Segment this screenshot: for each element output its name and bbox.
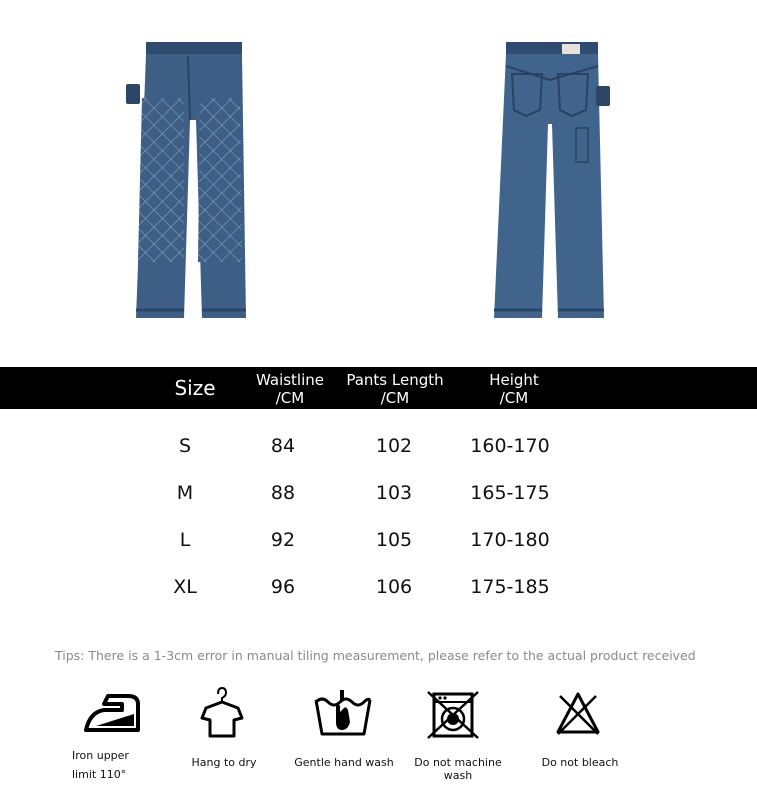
cell-size: S — [178, 435, 192, 457]
cell-length: 103 — [375, 482, 413, 504]
header-height-unit: /CM — [499, 389, 529, 407]
iron-label-line2: limit 110° — [72, 768, 127, 781]
no-bleach-icon — [554, 690, 602, 736]
cell-height: 160-170 — [470, 435, 550, 457]
header-pants-length-unit: /CM — [380, 389, 410, 407]
cell-height: 170-180 — [470, 529, 550, 551]
cell-length: 105 — [375, 529, 413, 551]
measurement-tips: Tips: There is a 1-3cm error in manual tiling measurement, please refer to the actual product received — [55, 648, 696, 663]
header-pants-length-label: Pants Length — [346, 371, 444, 389]
cell-size: M — [176, 482, 194, 504]
jeans-front-image — [120, 40, 260, 322]
header-height-label: Height — [489, 371, 539, 389]
hanger-shirt-icon — [200, 686, 244, 738]
header-waistline-label: Waistline — [256, 371, 324, 389]
no-bleach-label: Do not bleach — [541, 756, 619, 769]
header-size: Size — [174, 376, 216, 400]
jeans-back-image — [478, 40, 618, 322]
cell-height: 165-175 — [470, 482, 550, 504]
cell-waist: 84 — [270, 435, 296, 457]
cell-length: 102 — [375, 435, 413, 457]
header-pants-length — [338, 371, 452, 407]
iron-label — [72, 746, 152, 784]
cell-size: XL — [173, 576, 197, 598]
cell-height: 175-185 — [470, 576, 550, 598]
cell-length: 106 — [375, 576, 413, 598]
hang-label: Hang to dry — [191, 756, 257, 769]
header-waistline — [238, 371, 342, 407]
header-height — [456, 371, 572, 407]
cell-size: L — [179, 529, 191, 551]
iron-label-line1: Iron upper — [72, 749, 129, 762]
no-machine-wash-label: Do not machine wash — [414, 756, 502, 782]
cell-waist: 88 — [270, 482, 296, 504]
size-table-header — [0, 367, 757, 409]
cell-waist: 92 — [270, 529, 296, 551]
no-machine-wash-icon — [426, 690, 480, 740]
cell-waist: 96 — [270, 576, 296, 598]
hand-wash-icon — [314, 688, 372, 738]
hand-wash-label: Gentle hand wash — [294, 756, 394, 769]
header-waistline-unit: /CM — [275, 389, 305, 407]
iron-icon — [82, 690, 142, 736]
